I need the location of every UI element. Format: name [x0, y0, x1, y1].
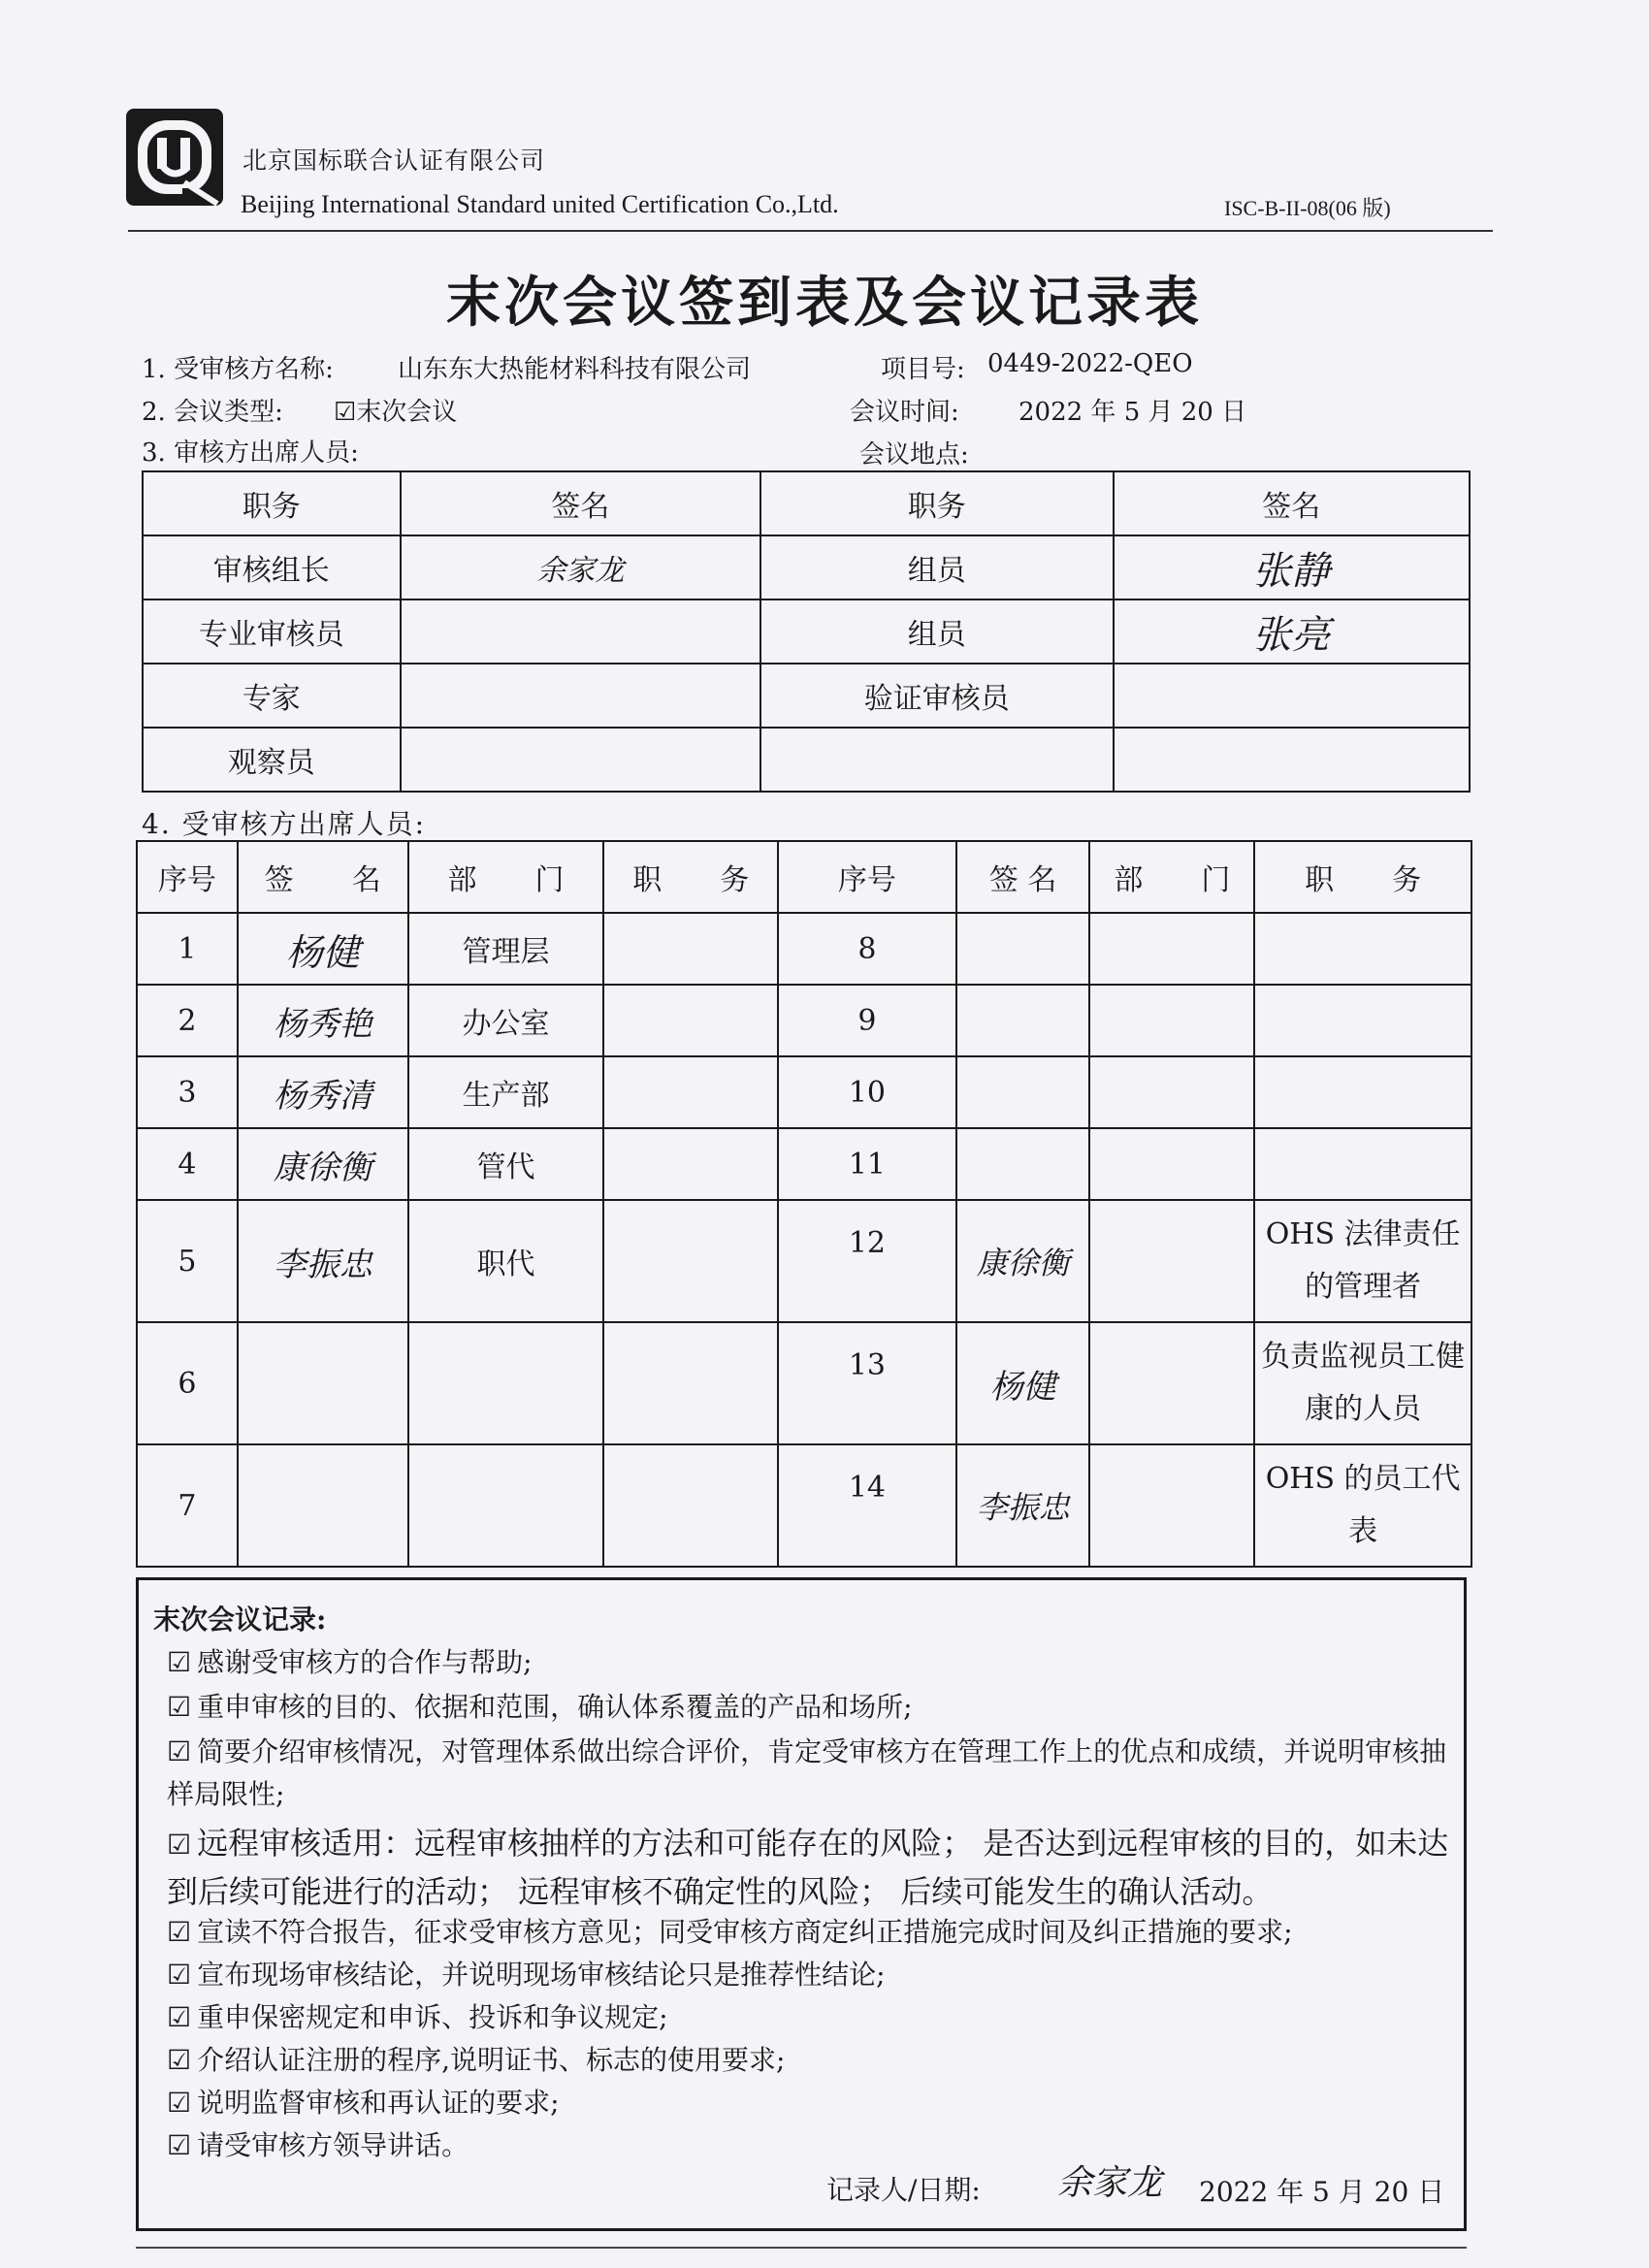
recorder-signature: 余家龙 — [1057, 2163, 1163, 2203]
table-row — [137, 913, 1471, 985]
signature-cell — [401, 664, 760, 728]
position-cell — [1254, 1056, 1471, 1128]
auditee-label: 1. 受审核方名称: — [142, 355, 334, 384]
company-name-cn: 北京国标联合认证有限公司 — [242, 146, 546, 175]
checkbox-checked-icon: ☑ — [167, 1916, 192, 1948]
header-cell: 职务 — [760, 471, 1113, 535]
department-cell: 办公室 — [408, 985, 604, 1056]
position-cell — [603, 985, 778, 1056]
department-cell: 职代 — [408, 1200, 604, 1322]
header-cell: 序号 — [778, 841, 956, 913]
checkbox-checked-icon: ☑ — [167, 2001, 192, 2033]
position-cell — [603, 1128, 778, 1200]
signature-cell: 余家龙 — [401, 535, 760, 599]
meeting-location-label: 会议地点: — [859, 440, 969, 470]
signature-cell — [956, 985, 1090, 1056]
signature-cell: 杨健 — [956, 1322, 1090, 1444]
page-title: 末次会议签到表及会议记录表 — [446, 271, 1203, 335]
table-row — [137, 1200, 1471, 1322]
department-cell: 管理层 — [408, 913, 604, 985]
row-number: 13 — [778, 1322, 956, 1444]
row-number: 4 — [137, 1128, 238, 1200]
record-item: ☑ 远程审核适用：远程审核抽样的方法和可能存在的风险； 是否达到远程审核的目的，如未达到后续可能进行的活动； 远程审核不确定性的风险； 后续可能发生的确认活动。 — [167, 1825, 1449, 1910]
checkbox-checked-icon: ☑ — [167, 1691, 192, 1723]
role-cell: 审核组长 — [143, 535, 401, 599]
table-row — [143, 535, 1470, 599]
header-cell: 签 名 — [238, 841, 408, 913]
header-cell: 序号 — [137, 841, 238, 913]
row-number: 7 — [137, 1444, 238, 1567]
checkbox-checked-icon: ☑ — [167, 1646, 192, 1678]
signature-cell — [401, 728, 760, 792]
auditee-attendee-table — [136, 840, 1472, 1568]
record-item: ☑ 说明监督审核和再认证的要求; — [167, 2087, 560, 2119]
checkbox-checked-icon: ☑ — [167, 2044, 192, 2076]
header-cell: 签名 — [1114, 471, 1471, 535]
row-number: 11 — [778, 1128, 956, 1200]
position-cell — [603, 913, 778, 985]
position-cell — [603, 1322, 778, 1444]
role-cell: 专家 — [143, 664, 401, 728]
table-header-row — [143, 471, 1470, 535]
signature-cell — [238, 1444, 408, 1567]
department-cell — [1089, 985, 1254, 1056]
position-cell: OHS 法律责任的管理者 — [1254, 1200, 1471, 1322]
department-cell — [1089, 1056, 1254, 1128]
signature-cell — [1114, 728, 1471, 792]
row-number: 10 — [778, 1056, 956, 1128]
department-cell — [1089, 1128, 1254, 1200]
meeting-time-value: 2022 年 5 月 20 日 — [1018, 398, 1247, 427]
role-cell: 组员 — [760, 535, 1113, 599]
record-item: ☑ 宣布现场审核结论，并说明现场审核结论只是推荐性结论; — [167, 1959, 886, 1991]
project-label: 项目号: — [881, 355, 965, 384]
position-cell — [603, 1200, 778, 1322]
company-logo — [124, 107, 225, 208]
header-cell: 部 门 — [1089, 841, 1254, 913]
checkbox-checked-icon: ☑ — [167, 1735, 192, 1767]
row-number: 14 — [778, 1444, 956, 1567]
signature-cell: 康徐衡 — [956, 1200, 1090, 1322]
row-number: 12 — [778, 1200, 956, 1322]
checkbox-checked-icon: ☑ — [167, 1959, 192, 1991]
department-cell — [408, 1444, 604, 1567]
role-cell — [760, 728, 1113, 792]
checkbox-checked-icon: ☑ — [167, 2087, 192, 2119]
meeting-time-label: 会议时间: — [850, 398, 959, 427]
header-divider — [128, 230, 1493, 232]
signature-cell: 李振忠 — [238, 1200, 408, 1322]
signature-cell: 康徐衡 — [238, 1128, 408, 1200]
position-cell — [603, 1444, 778, 1567]
role-cell: 验证审核员 — [760, 664, 1113, 728]
department-cell: 生产部 — [408, 1056, 604, 1128]
table-row — [143, 599, 1470, 664]
table-row — [137, 1056, 1471, 1128]
signature-cell: 张亮 — [1114, 599, 1471, 664]
row-number: 2 — [137, 985, 238, 1056]
department-cell — [1089, 913, 1254, 985]
meeting-type-label: 2. 会议类型: — [142, 398, 283, 427]
signature-cell — [956, 1056, 1090, 1128]
signature-cell: 杨秀艳 — [238, 985, 408, 1056]
role-cell: 组员 — [760, 599, 1113, 664]
signature-cell — [956, 1128, 1090, 1200]
position-cell — [1254, 985, 1471, 1056]
signature-cell: 杨秀清 — [238, 1056, 408, 1128]
form-number: ISC-B-II-08(06 版) — [1224, 196, 1391, 220]
signature-cell — [401, 599, 760, 664]
record-item: ☑ 介绍认证注册的程序,说明证书、标志的使用要求; — [167, 2044, 786, 2076]
header-cell: 部 门 — [408, 841, 604, 913]
meeting-record-title: 末次会议记录: — [153, 1604, 327, 1636]
record-item: ☑ 请受审核方领导讲话。 — [167, 2129, 469, 2161]
checkbox-checked-icon: ☑ — [167, 2129, 192, 2161]
department-cell — [1089, 1322, 1254, 1444]
auditee-attendees-label: 4. 受审核方出席人员: — [142, 808, 427, 840]
project-number: 0449-2022-QEO — [987, 349, 1193, 378]
department-cell — [1089, 1200, 1254, 1322]
role-cell: 观察员 — [143, 728, 401, 792]
signature-cell — [956, 913, 1090, 985]
header-cell: 职 务 — [1254, 841, 1471, 913]
record-item: ☑ 感谢受审核方的合作与帮助; — [167, 1646, 533, 1678]
signature-cell — [1114, 664, 1471, 728]
auditee-name: 山东东大热能材料科技有限公司 — [398, 355, 752, 384]
table-row — [137, 1444, 1471, 1567]
department-cell — [1089, 1444, 1254, 1567]
header-cell: 签 名 — [956, 841, 1090, 913]
record-item: ☑ 重申保密规定和申诉、投诉和争议规定; — [167, 2001, 668, 2033]
recorder-label: 记录人/日期: — [826, 2174, 981, 2206]
auditor-attendees-label: 3. 审核方出席人员: — [142, 438, 359, 468]
row-number: 6 — [137, 1322, 238, 1444]
meeting-type-value: ☑末次会议 — [334, 398, 458, 427]
header-cell: 签名 — [401, 471, 760, 535]
table-row — [143, 728, 1470, 792]
department-cell: 管代 — [408, 1128, 604, 1200]
header-cell: 职 务 — [603, 841, 778, 913]
header-cell: 职务 — [143, 471, 401, 535]
recorder-date: 2022 年 5 月 20 日 — [1199, 2176, 1445, 2208]
row-number: 5 — [137, 1200, 238, 1322]
table-row — [143, 664, 1470, 728]
department-cell — [408, 1322, 604, 1444]
table-row — [137, 1322, 1471, 1444]
table-row — [137, 985, 1471, 1056]
record-item: ☑ 宣读不符合报告，征求受审核方意见；同受审核方商定纠正措施完成时间及纠正措施的要求; — [167, 1916, 1293, 1948]
position-cell — [1254, 913, 1471, 985]
role-cell: 专业审核员 — [143, 599, 401, 664]
row-number: 1 — [137, 913, 238, 985]
position-cell — [603, 1056, 778, 1128]
signature-cell: 杨健 — [238, 913, 408, 985]
position-cell: OHS 的员工代表 — [1254, 1444, 1471, 1567]
auditor-sign-table — [142, 470, 1471, 793]
table-row — [137, 1128, 1471, 1200]
row-number: 9 — [778, 985, 956, 1056]
record-item: ☑ 简要介绍审核情况，对管理体系做出综合评价，肯定受审核方在管理工作上的优点和成绩，并说明审核抽样局限性; — [167, 1735, 1447, 1810]
row-number: 8 — [778, 913, 956, 985]
checkbox-checked-icon: ☑ — [167, 1829, 192, 1861]
footer-divider — [136, 2247, 1467, 2249]
signature-cell: 李振忠 — [956, 1444, 1090, 1567]
signature-cell — [238, 1322, 408, 1444]
record-item: ☑ 重申审核的目的、依据和范围，确认体系覆盖的产品和场所; — [167, 1691, 913, 1723]
position-cell: 负责监视员工健康的人员 — [1254, 1322, 1471, 1444]
row-number: 3 — [137, 1056, 238, 1128]
company-name-en: Beijing International Standard united Certification Co.,Ltd. — [241, 190, 839, 218]
signature-cell: 张静 — [1114, 535, 1471, 599]
table-header-row — [137, 841, 1471, 913]
position-cell — [1254, 1128, 1471, 1200]
